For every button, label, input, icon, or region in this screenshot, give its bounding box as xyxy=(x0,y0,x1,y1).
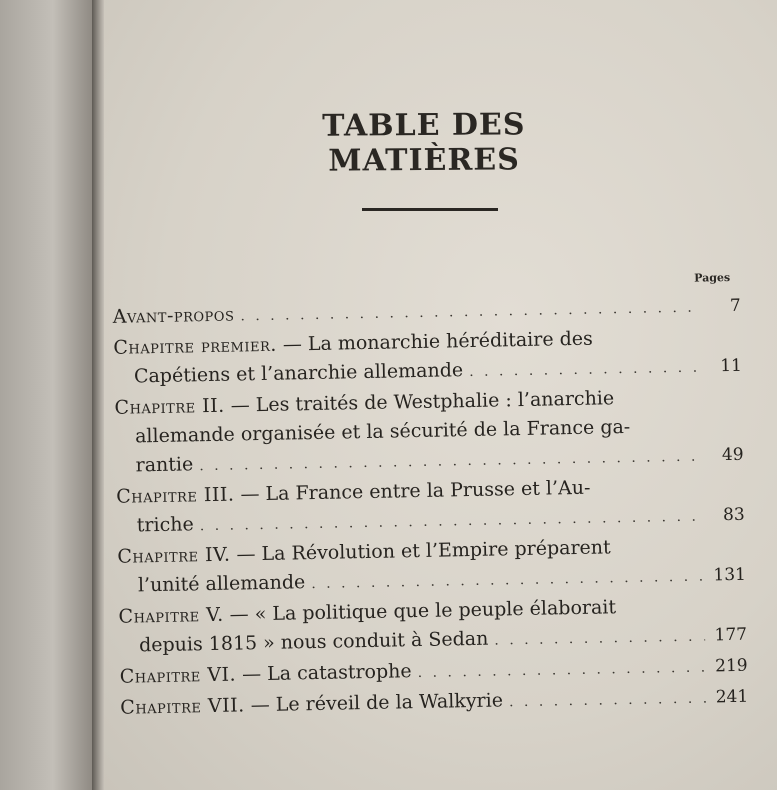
toc-entry-chapitre-2 xyxy=(114,382,744,483)
left-page-edge xyxy=(0,0,96,790)
entry-text-line: — La monarchie héréditaire des xyxy=(282,327,593,356)
entry-text-line: triche xyxy=(136,513,194,537)
page-number: 11 xyxy=(720,355,743,377)
entry-text-line: — Les traités de Westphalie : l’anarchie xyxy=(230,387,615,417)
entry-text-line: — Le réveil de la Walkyrie xyxy=(250,689,504,717)
entry-heading: Chapitre premier. xyxy=(113,333,278,359)
page-number: 219 xyxy=(714,655,748,677)
entry-text-line: Capétiens et l’anarchie allemande xyxy=(133,359,464,388)
entry-text-line: allemande organisée et la sécurité de la France ga- xyxy=(134,415,631,448)
page-number: 131 xyxy=(713,564,747,586)
page-title: TABLE DES MATIÈRES xyxy=(322,107,526,179)
leader-dots xyxy=(469,354,700,387)
page-number: 83 xyxy=(722,504,745,526)
entry-heading: Chapitre III. xyxy=(116,483,235,508)
entry-heading: Chapitre II. xyxy=(114,394,225,419)
page-number: 241 xyxy=(715,686,749,708)
page-number: 49 xyxy=(721,444,744,466)
entry-heading: Chapitre V. xyxy=(118,603,224,628)
toc-entries xyxy=(113,291,749,725)
leader-dots xyxy=(509,685,707,718)
title-rule xyxy=(362,208,498,211)
entry-text-line: — La France entre la Prusse et l’Au- xyxy=(240,476,591,506)
entry-heading: Chapitre VII. xyxy=(120,694,245,719)
entry-text-line: rantie xyxy=(135,453,194,477)
entry-text-line: l’unité allemande xyxy=(137,571,306,597)
entry-text-line: — La Révolution et l’Empire préparent xyxy=(236,536,611,566)
entry-text-line: — La catastrophe xyxy=(241,660,412,686)
pages-column-label: Pages xyxy=(694,270,731,285)
entry-text-line: — « La politique que le peuple élaborait xyxy=(229,596,617,626)
entry-heading: Chapitre IV. xyxy=(117,543,231,568)
entry-heading: Chapitre VI. xyxy=(119,663,237,688)
page-number: 7 xyxy=(729,295,741,316)
entry-text-line: depuis 1815 » nous conduit à Sedan xyxy=(138,627,489,657)
page-number: 177 xyxy=(714,624,748,646)
leader-dots xyxy=(494,623,705,656)
table-of-contents xyxy=(104,263,749,719)
right-page xyxy=(104,0,777,790)
entry-heading: Avant-propos xyxy=(112,303,235,328)
